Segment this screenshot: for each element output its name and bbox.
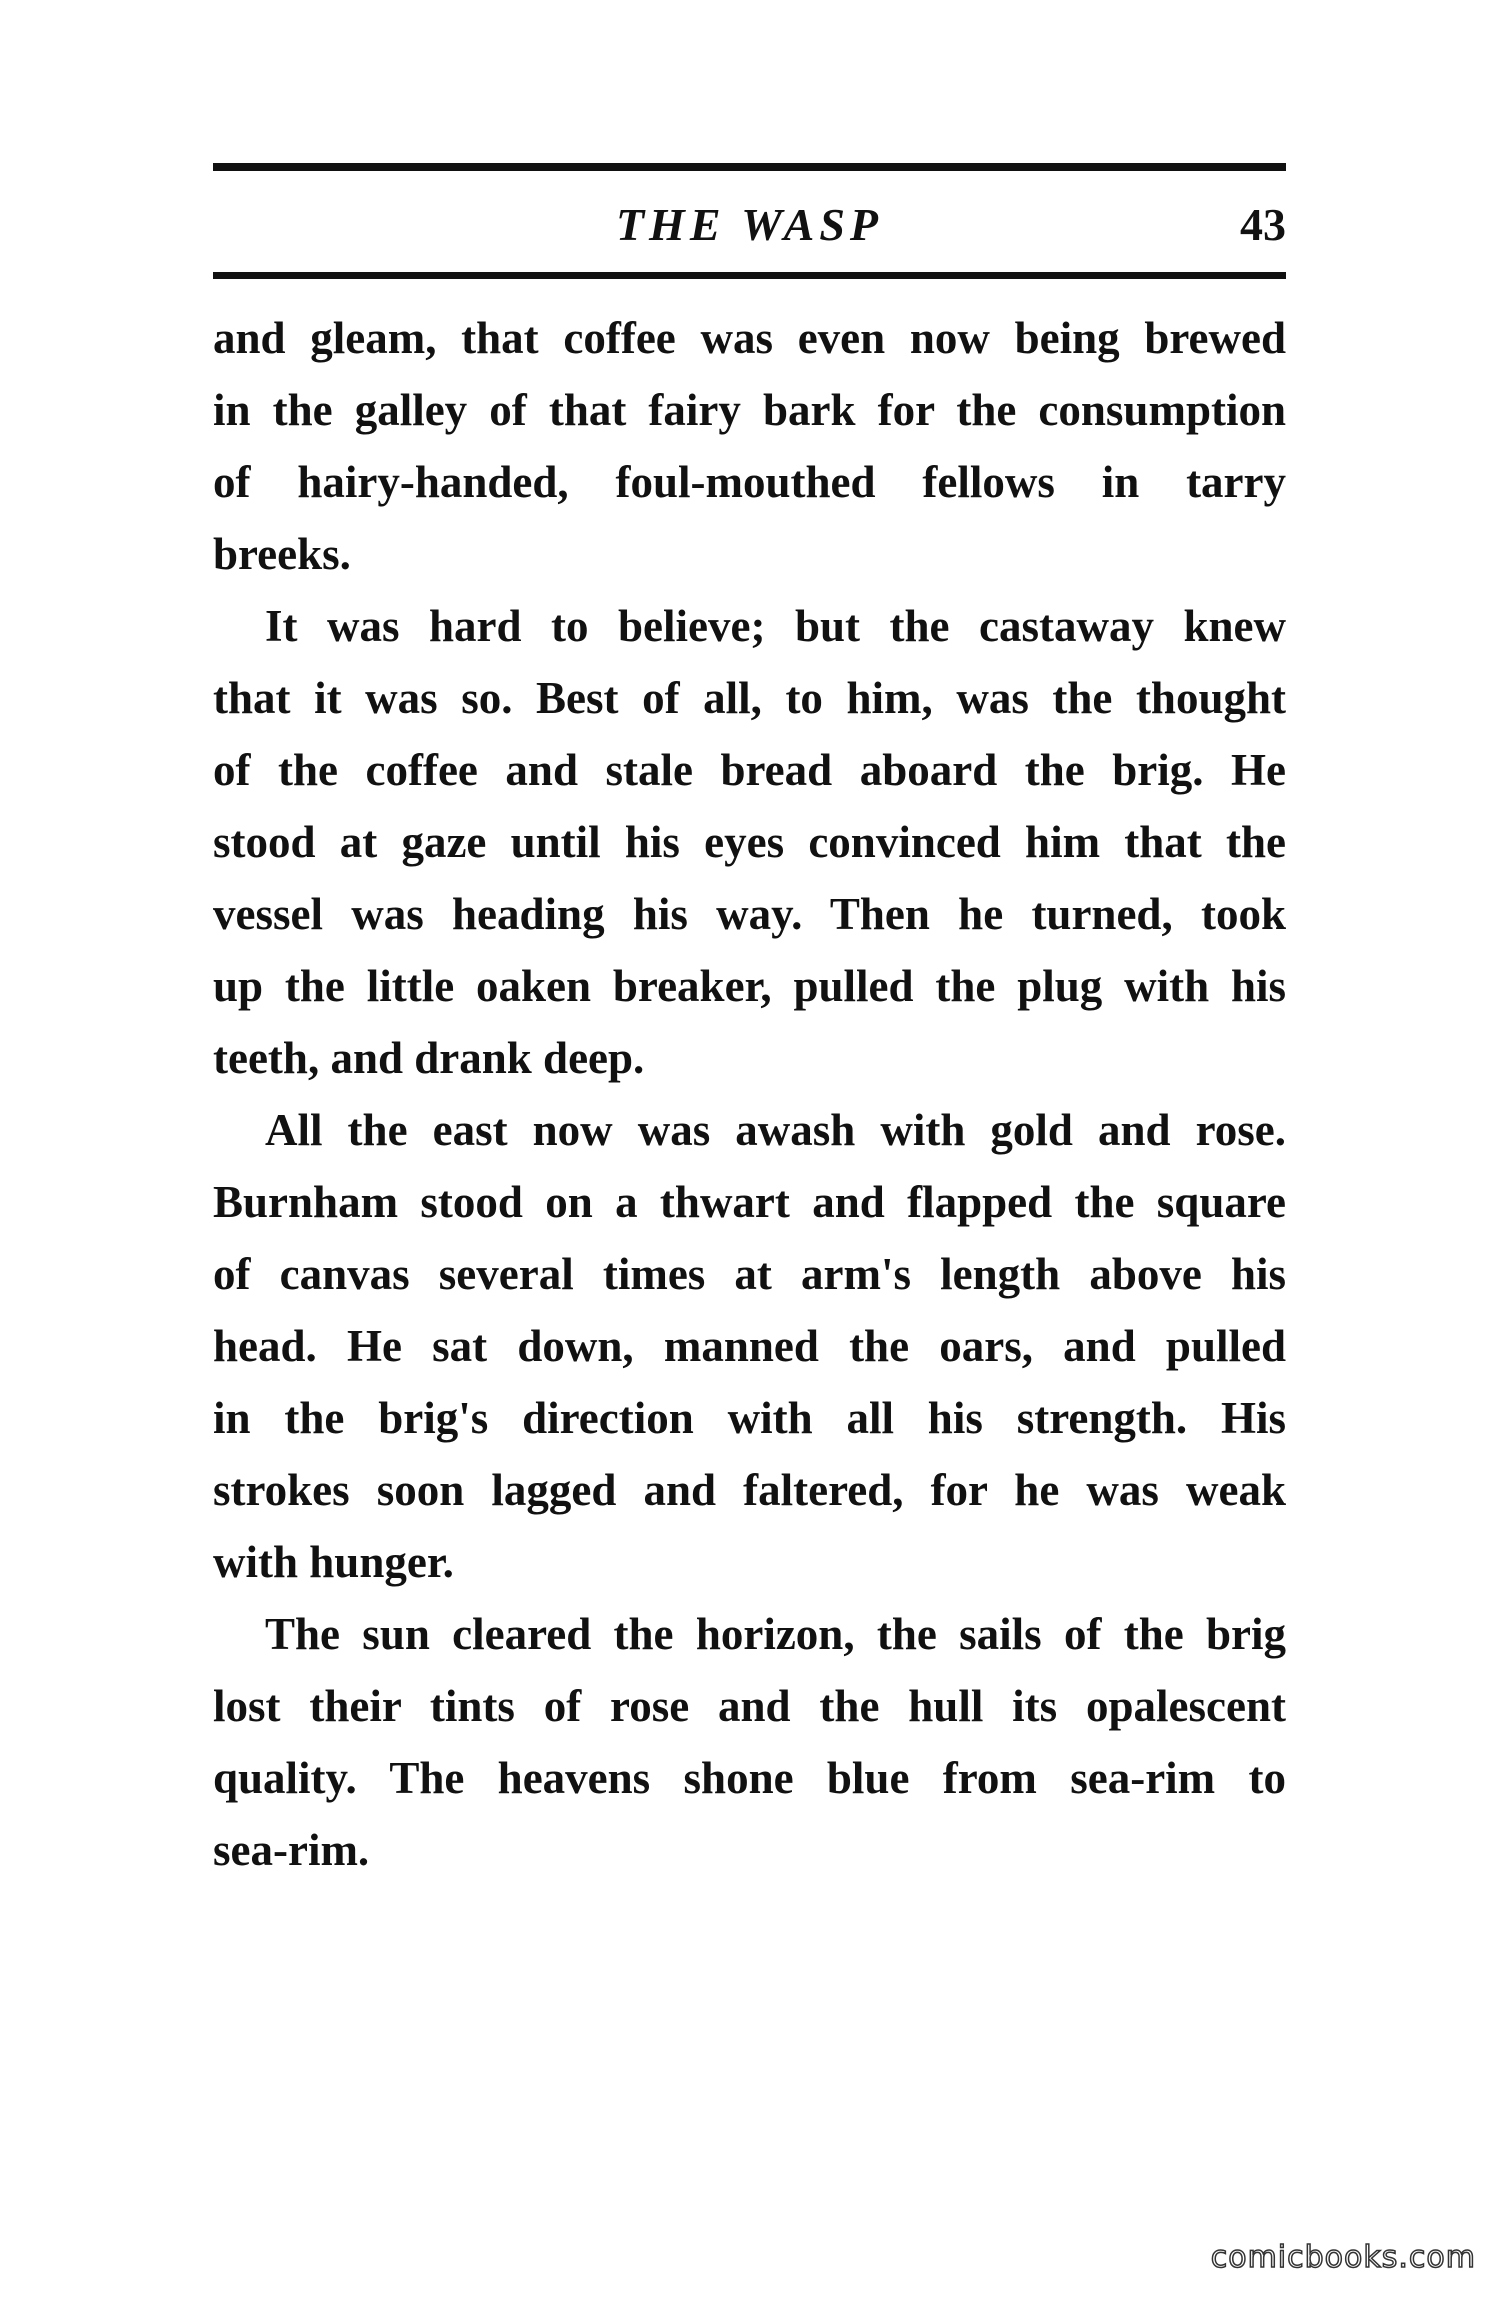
text-line: stood at gaze until his eyes convinced him that the xyxy=(213,817,1286,867)
text-line: lost their tints of rose and the hull its opalescent xyxy=(213,1681,1286,1731)
text-line: of hairy-handed, foul-mouthed fellows in tarry xyxy=(213,457,1286,507)
paragraph-4 xyxy=(213,1598,1286,1886)
text-line: teeth, and drank deep. xyxy=(213,1033,645,1083)
text-line: up the little oaken breaker, pulled the plug with his xyxy=(213,961,1286,1011)
paragraph-2 xyxy=(213,590,1286,1094)
text-line: and gleam, that coffee was even now being brewed xyxy=(213,313,1286,363)
text-line: that it was so. Best of all, to him, was the thought xyxy=(213,673,1286,723)
text-line: vessel was heading his way. Then he turned, took xyxy=(213,889,1286,939)
running-title: THE WASP xyxy=(615,199,884,250)
text-line: in the brig's direction with all his strength. His xyxy=(213,1393,1286,1443)
text-line: The sun cleared the horizon, the sails of the brig xyxy=(265,1609,1286,1659)
text-line: quality. The heavens shone blue from sea-rim to xyxy=(213,1753,1286,1803)
text-line: of the coffee and stale bread aboard the brig. He xyxy=(213,745,1286,795)
watermark-logo: comicbooks.com xyxy=(1210,2240,1476,2275)
text-line: with hunger. xyxy=(213,1537,454,1587)
header-top-rule xyxy=(213,163,1286,171)
text-line: sea-rim. xyxy=(213,1825,370,1875)
text-line: strokes soon lagged and faltered, for he was weak xyxy=(213,1465,1286,1515)
paragraph-1 xyxy=(213,302,1286,590)
page-number: 43 xyxy=(1240,199,1286,250)
text-line: of canvas several times at arm's length above his xyxy=(213,1249,1286,1299)
text-line: It was hard to believe; but the castaway knew xyxy=(265,601,1286,651)
header-bottom-rule xyxy=(213,272,1286,279)
running-header xyxy=(213,190,1286,260)
body-text xyxy=(213,302,1286,1886)
text-line: All the east now was awash with gold and rose. xyxy=(265,1105,1286,1155)
text-line: breeks. xyxy=(213,529,351,579)
text-line: head. He sat down, manned the oars, and pulled xyxy=(213,1321,1286,1371)
text-line: Burnham stood on a thwart and flapped the square xyxy=(213,1177,1286,1227)
paragraph-3 xyxy=(213,1094,1286,1598)
text-line: in the galley of that fairy bark for the consumption xyxy=(213,385,1286,435)
